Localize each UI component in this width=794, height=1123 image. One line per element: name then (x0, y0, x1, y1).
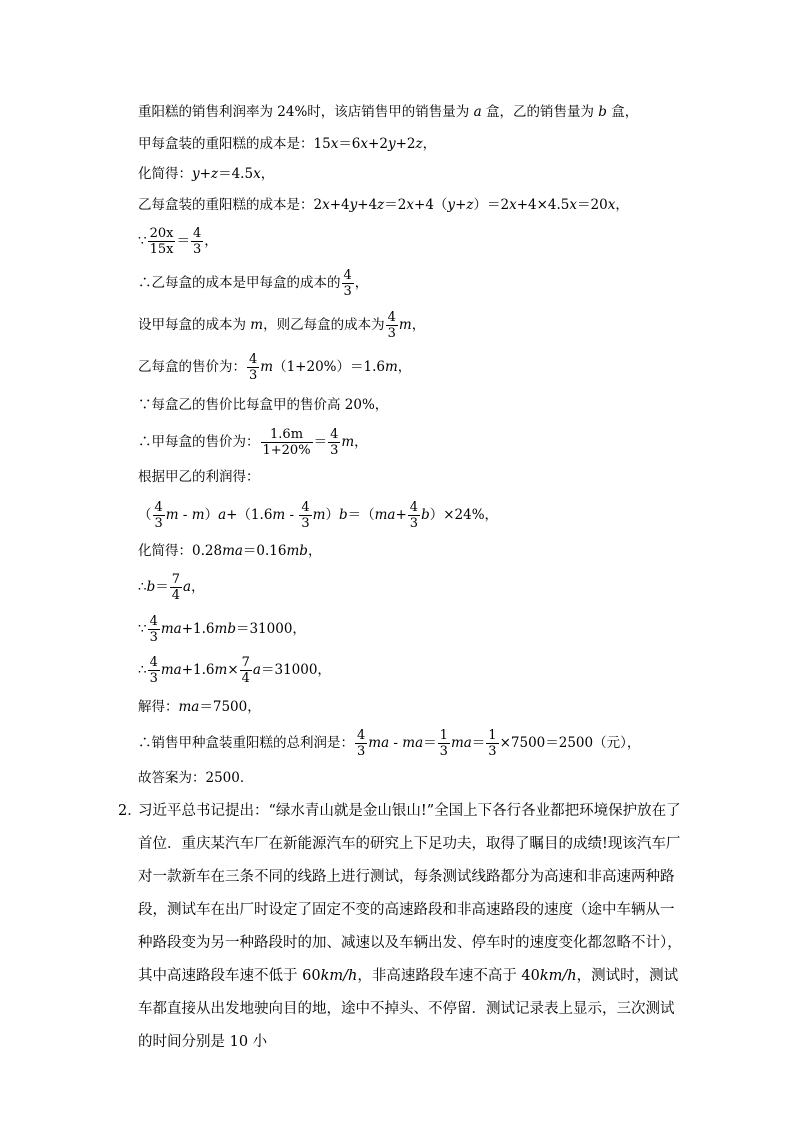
solution-line-14: ∴b＝ $\frac{7}{4}$ a， (138, 572, 205, 603)
fraction: $\frac{4}{3}$ (154, 500, 163, 531)
solution-line-3: 化简得：y+z＝4.5x， (138, 166, 275, 182)
solution-line-4: 乙每盒装的重阳糕的成本是：2x+4y+4z＝2x+4（y+z）＝2x+4×4.5x＝20x， (138, 197, 629, 213)
fraction: $\frac{4}{3}$ (301, 500, 310, 531)
fraction: $\frac{4}{3}$ (149, 614, 158, 645)
fraction: $\frac{1}{3}$ (439, 728, 448, 759)
fraction: $\frac{4}{3}$ (330, 427, 339, 458)
solution-line-19: 故答案为：2500． (138, 770, 254, 786)
fraction: $\frac{4}{3}$ (249, 352, 258, 383)
fraction: $\frac{4}{3}$ (149, 655, 158, 686)
solution-line-15: ∵ $\frac{4}{3}$ ma+1.6mb＝31000， (138, 614, 306, 645)
fraction: $\frac{1.6m}{1+20\%}$ (262, 427, 311, 458)
solution-line-8: 乙每盒的售价为： $\frac{4}{3}$ m（1+20%）＝1.6m， (138, 352, 412, 383)
solution-line-7: 设甲每盒的成本为 m，则乙每盒的成本为 $\frac{4}{3}$ m， (138, 310, 426, 341)
fraction: $\frac{4}{3}$ (409, 500, 419, 531)
solution-line-12: （ $\frac{4}{3}$ m - m）a+（1.6m - $\frac{4}{3}$ m）b＝（ma+ $\frac{4}{3}$ b）×24%， (138, 500, 499, 531)
solution-line-13: 化简得：0.28ma＝0.16mb， (138, 543, 322, 559)
solution-line-10: ∴甲每盒的售价为： $\frac{1.6m}{1+20\%}$ ＝ $\frac{4}{3}$ m， (138, 427, 368, 458)
solution-line-18: ∴销售甲种盒装重阳糕的总利润是： $\frac{4}{3}$ ma - ma＝ $\frac{1}{3}$ ma＝ $\frac{1}{3}$ ×7500＝2500（元）， (138, 728, 641, 759)
question-2-text: 习近平总书记提出：“绿水青山就是金山银山!”全国上下各行各业都把环境保护放在了首位．重庆某汽车厂在新能源汽车的研究上下足功夫，取得了瞩目的成绩!现该汽车厂对一款新车在三条不同的线路上进行测试，每条测试线路都分为高速和非高速两种路段，测试车在出厂时设定了固定不变的高速路段和非高速路段的速度（途中车辆从一种路段变为另一种路段时的加、减速以及车辆出发、停车时的速度变化都忽略不计），其中高速路段车速不低于 60km/h，非高速路段车速不高于 40km/h，测试时，测试车都直接从出发地驶向目的地，途中不掉头、不停留．测试记录表上显示，三次测试的时间分别是 10 小 (138, 803, 682, 1050)
fraction: $\frac{4}{3}$ (343, 268, 352, 299)
fraction: $\frac{7}{4}$ (171, 572, 181, 603)
solution-line-9: ∵每盒乙的售价比每盒甲的售价高 20%， (138, 397, 389, 413)
solution-line-16: ∴ $\frac{4}{3}$ ma+1.6m× $\frac{7}{4}$ a＝31000， (138, 655, 331, 686)
fraction: $\frac{7}{4}$ (241, 655, 250, 686)
solution-line-2: 甲每盒装的重阳糕的成本是：15x＝6x+2y+2z， (138, 136, 437, 152)
question-number: 2． (118, 803, 142, 819)
fraction: $\frac{1}{3}$ (488, 728, 497, 759)
solution-line-1: 重阳糕的销售利润率为 24%时，该店销售甲的销售量为 a 盒，乙的销售量为 b 盒， (138, 104, 639, 120)
solution-line-6: ∴乙每盒的成本是甲每盒的成本的 $\frac{4}{3}$ ， (138, 268, 369, 299)
solution-line-11: 根据甲乙的利润得： (138, 469, 260, 485)
fraction: $\frac{4}{3}$ (192, 226, 202, 257)
fraction: $\frac{20x}{15x}$ (149, 226, 174, 257)
fraction: $\frac{4}{3}$ (357, 728, 366, 759)
fraction: $\frac{4}{3}$ (387, 310, 396, 341)
solution-line-5: ∵ $\frac{20x}{15x}$ ＝ $\frac{4}{3}$ ， (138, 226, 218, 257)
solution-line-17: 解得：ma＝7500， (138, 699, 261, 715)
